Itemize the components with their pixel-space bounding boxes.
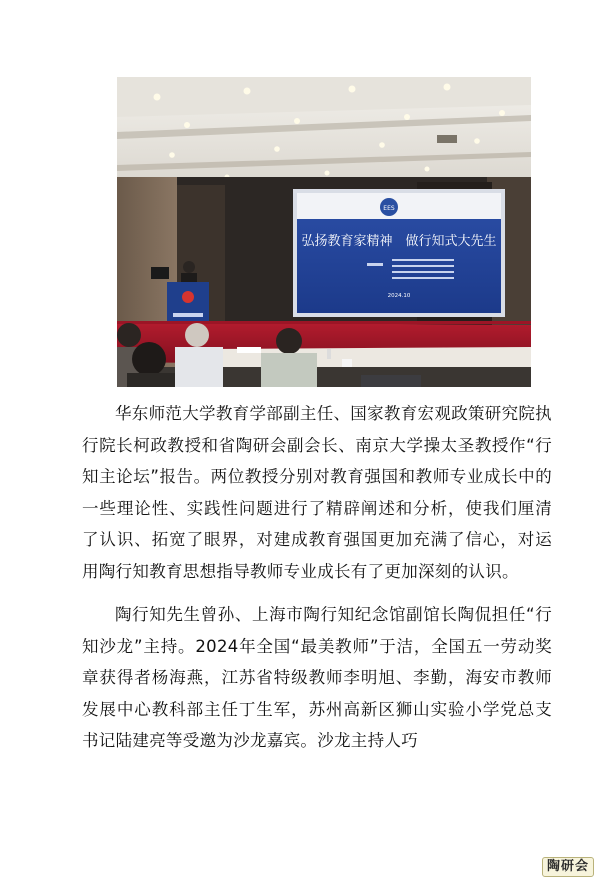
watermark-logo-text: 陶研会	[546, 859, 589, 874]
watermark-logo	[542, 857, 594, 877]
screen-emblem-text: EES	[383, 205, 395, 212]
screen-title-text: 弘扬教育家精神 做行知式大先生	[301, 234, 497, 249]
article-paragraph-2: 陶行知先生曾孙、上海市陶行知纪念馆副馆长陶侃担任“行知沙龙”主持。2024年全国“最美教师”于洁，全国五一劳动奖章获得者杨海燕，江苏省特级教师李明旭、李勤，海安市教师发展中心教科部主任丁生军，苏州高新区狮山实验小学党总支书记陆建亮等受邀为沙龙嘉宾。沙龙主持人巧	[82, 605, 552, 750]
event-photo	[117, 77, 531, 387]
screen-date-text: 2024.10	[387, 293, 411, 299]
article-paragraph-1: 华东师范大学教育学部副主任、国家教育宏观政策研究院执行院长柯政教授和省陶研会副会长、南京大学操太圣教授作“行知主论坛”报告。两位教授分别对教育强国和教师专业成长中的一些理论性、实践性问题进行了精辟阐述和分析，使我们厘清了认识、拓宽了眼界，对建成教育强国更加充满了信心，对运用陶行知教育思想指导教师专业成长有了更加深刻的认识。	[82, 404, 552, 581]
article-body	[82, 398, 552, 769]
event-photo-illustration	[117, 77, 531, 387]
